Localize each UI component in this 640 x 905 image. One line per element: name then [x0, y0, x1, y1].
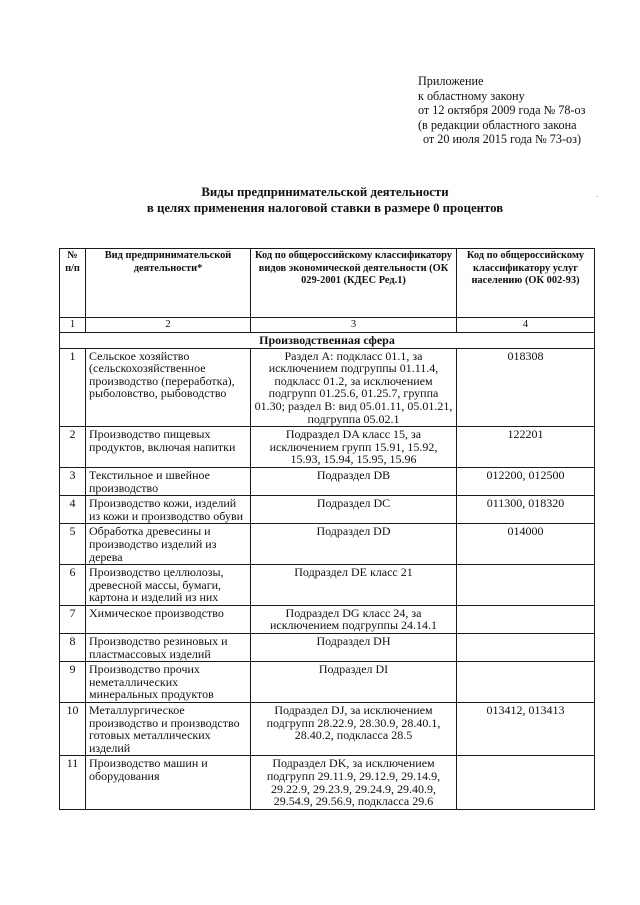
header-kind: Вид предпринимательской деятельности* — [86, 249, 251, 318]
cell-no: 3 — [60, 467, 86, 495]
table-row — [60, 467, 595, 495]
cell-okun: 014000 — [457, 524, 595, 565]
header-okved: Код по общероссийскому классификатору видов экономической деятельности (ОК 029-2001 (КДЕС Ред.1) — [251, 249, 457, 318]
appendix-line: от 12 октября 2009 года № 78-оз — [418, 103, 586, 118]
cell-okun — [457, 756, 595, 809]
section-title: Производственная сфера — [60, 333, 595, 349]
table-row — [60, 565, 595, 606]
cell-no: 9 — [60, 662, 86, 703]
cell-okved: Подраздел DH — [251, 634, 457, 662]
cell-kind: Сельское хозяйство (сельскохозяйственное производство (переработка), рыболовство, рыбоводство — [86, 348, 251, 427]
cell-kind: Производство прочих неметаллических минеральных продуктов — [86, 662, 251, 703]
cell-kind: Обработка древесины и производство изделий из дерева — [86, 524, 251, 565]
table-row — [60, 427, 595, 468]
cell-no: 10 — [60, 703, 86, 756]
cell-okved: Подраздел DK, за исключением подгрупп 29.11.9, 29.12.9, 29.14.9, 29.22.9, 29.23.9, 29.24.9, 29.40.9, 29.54.9, 29.56.9, подкласса 29.6 — [251, 756, 457, 809]
cell-no: 8 — [60, 634, 86, 662]
cell-no: 11 — [60, 756, 86, 809]
cell-kind: Производство пищевых продуктов, включая напитки — [86, 427, 251, 468]
cell-okun: 011300, 018320 — [457, 496, 595, 524]
appendix-line: Приложение — [418, 74, 484, 88]
title-line-2: в целях применения налоговой ставки в размере 0 процентов — [146, 201, 504, 215]
cell-kind: Металлургическое производство и производство готовых металлических изделий — [86, 703, 251, 756]
activities-table — [59, 248, 595, 810]
cell-okun: 122201 — [457, 427, 595, 468]
cell-okved: Подраздел DI — [251, 662, 457, 703]
appendix-line: (в редакции областного закона — [418, 117, 577, 132]
cell-no: 5 — [60, 524, 86, 565]
cell-no: 2 — [60, 427, 86, 468]
table-row — [60, 756, 595, 809]
header-okun: Код по общероссийскому классификатору услуг населению (ОК 002-93) — [457, 249, 595, 318]
column-number: 3 — [251, 318, 457, 333]
cell-okved: Подраздел DJ, за исключением подгрупп 28.22.9, 28.30.9, 28.40.1, 28.40.2, подкласса 28.5 — [251, 703, 457, 756]
cell-kind: Химическое производство — [86, 605, 251, 633]
cell-okved: Подраздел DC — [251, 496, 457, 524]
cell-kind: Текстильное и швейное производство — [86, 467, 251, 495]
cell-okved: Подраздел DD — [251, 524, 457, 565]
column-numbers-row — [60, 318, 595, 333]
cell-okved: Раздел А: подкласс 01.1, за исключением подгруппы 01.11.4, подкласс 01.2, за исключением подгрупп 01.25.6, 01.25.7, группа 01.30; раздел В: вид 05.01.11, 05.01.21, подгруппа 05.02.1 — [251, 348, 457, 427]
cell-no: 1 — [60, 348, 86, 427]
cell-kind: Производство резиновых и пластмассовых изделий — [86, 634, 251, 662]
column-number: 1 — [60, 318, 86, 333]
cell-kind: Производство целлюлозы, древесной массы, бумаги, картона и изделий из них — [86, 565, 251, 606]
appendix-line: от 20 июля 2015 года № 73-оз) — [423, 132, 582, 147]
title-line-1: Виды предпринимательской деятельности — [201, 185, 449, 199]
appendix-line: к областному закону — [418, 88, 525, 103]
table-row — [60, 634, 595, 662]
cell-kind: Производство кожи, изделий из кожи и производство обуви — [86, 496, 251, 524]
cell-okun — [457, 634, 595, 662]
cell-kind: Производство машин и оборудования — [86, 756, 251, 809]
table-row — [60, 703, 595, 756]
table-header-row — [60, 249, 595, 318]
cell-okved: Подраздел DA класс 15, за исключением групп 15.91, 15.92, 15.93, 15.94, 15.95, 15.96 — [251, 427, 457, 468]
header-no: № п/п — [60, 249, 86, 318]
cell-okun: 012200, 012500 — [457, 467, 595, 495]
cell-okved: Подраздел DG класс 24, за исключением подгруппы 24.14.1 — [251, 605, 457, 633]
cell-okved: Подраздел DB — [251, 467, 457, 495]
cell-no: 6 — [60, 565, 86, 606]
document-title — [60, 184, 590, 216]
cell-okun: 018308 — [457, 348, 595, 427]
table-row — [60, 662, 595, 703]
table-row — [60, 348, 595, 427]
table-row — [60, 524, 595, 565]
cell-no: 7 — [60, 605, 86, 633]
column-number: 2 — [86, 318, 251, 333]
cell-okun — [457, 565, 595, 606]
cell-okun — [457, 605, 595, 633]
column-number: 4 — [457, 318, 595, 333]
cell-okun — [457, 662, 595, 703]
appendix-block — [418, 74, 633, 147]
scan-dot: . — [596, 190, 598, 199]
table-row — [60, 496, 595, 524]
table-row — [60, 605, 595, 633]
cell-no: 4 — [60, 496, 86, 524]
cell-okved: Подраздел DE класс 21 — [251, 565, 457, 606]
section-row — [60, 333, 595, 349]
cell-okun: 013412, 013413 — [457, 703, 595, 756]
